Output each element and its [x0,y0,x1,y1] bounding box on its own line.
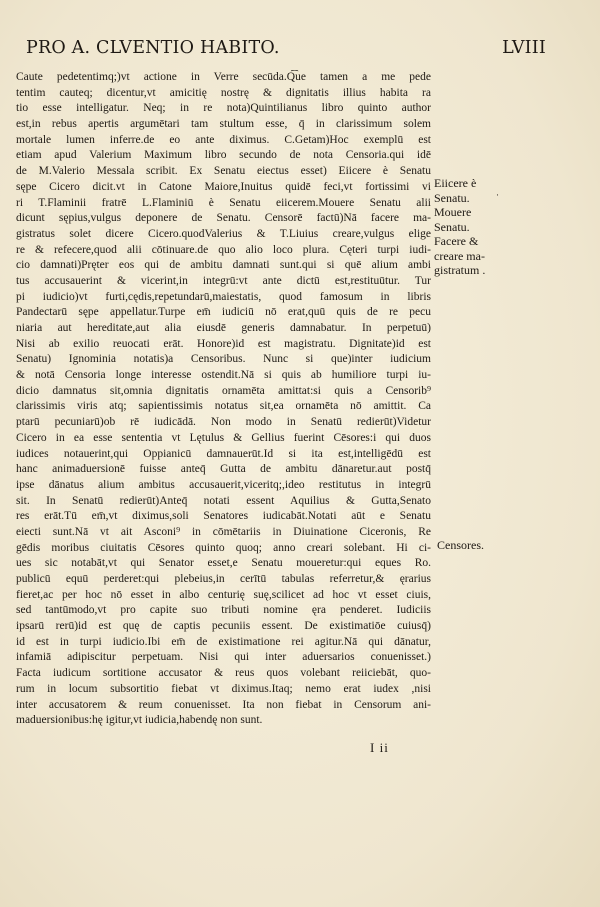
text-line: dicunt sępius,vulgus deponere de Senatu. Censorē factū)Nā facere ma- [16,212,431,225]
text-line: gistratus solet dicere Cicero.quodValerius & T.Liuius creare,vulgus elige [16,227,431,240]
folio-number: LVIII [502,38,546,58]
text-line: dicio damnatus sit,omnia dignitatis ornamēta amittat:si quis a Censorib⁹ [16,384,431,397]
text-line: res erāt.Tū em̄,vt diximus,soli Senatores iudicabāt.Notati aūt e Senatu [16,510,431,523]
text-line: etiam apud Valerium Maximum libro secundo de nota Censoria.qui idē [16,149,431,162]
text-line: fieret,ac per hoc nō esset in albo centurię suę,scilicet ad hoc vt esset ciuis, [16,588,431,601]
margin-mark: · [496,190,499,200]
text-line: hanc animaduersionē fuisse anteq̄ Gutta de ambitu dānaretur.aut postq̄ [16,463,431,476]
text-line: gēdis moribus ciuitatis Cēsores quinto quoq; anno creari solebant. Hi ci- [16,541,431,554]
running-head [26,38,546,62]
text-line: eiecti sunt.Nā vt ait Asconi⁹ in cōmētariis in Diuinatione Ciceronis, Re [16,525,431,538]
text-line: re & refecere,quod alii cōtinuare.de quo alio loco plura. Cęteri turpi iudi- [16,243,431,256]
text-line: iudices notauerint,qui Oppianicū damnauerūt.Id si ita est,intelligēdū est [16,447,431,460]
text-line: pi iudicio)vt furti,cędis,repetundarū,maiestatis, quod famosum in libris [16,290,431,303]
text-line: sed tantūmodo,vt pro capite suo tributi nomine ęra penderet. Iudiciis [16,604,431,617]
text-line: Facta iudicum sortitione accusator & reus quos volebant reiiciebāt, quo- [16,667,431,680]
text-line: clarissimis viris atq; sapientissimis notatus sit,ea ornamēta nō amittit. Ca [16,400,431,413]
text-line: Cicero in ea esse sententia vt Lętulus & Gellius fuerint Cēsores:i qui duos [16,431,431,444]
text-line: publicū equū perderet:qui plebeius,in cerītū tabulas referretur,& ęrarius [16,573,431,585]
text-line: ipsarū rerū)id est quę de captis pecuniis essent. De existimatiōe cuiusq̄) [16,620,431,633]
text-line: inter accusatorem & reum conuenisset. Ita non fiebat in Censorum ani- [16,698,431,711]
text-line: ues sic notabāt,vt qui Senator esset,e Senatu moueretur:qui eques Ro. [16,557,431,570]
text-line: ptarū pecuniarū)ob rē iudicādā. Non modo in Senatū redierūt)Videtur [16,416,431,429]
text-line: sępe Cicero dicit.vt in Catone Maiore,Inuitus quidē feci,vt fortissimi vi [16,180,431,193]
margin-note-line: Senatu. [434,190,470,205]
text-line: tus accusauerint & vicerint,in integrū:vt ante dictū est,restituūtur. Tur [16,274,431,287]
text-line: infamiā adipiscitur perpetuam. Nisi qui inter aduersarios conuenisset.) [16,651,431,664]
margin-note-line: gistratum . [434,263,486,277]
margin-note-eiicere [434,176,485,278]
text-line: ri T.Flaminii fratrē L.Flaminiū è Senatu eiicerem.Mouere Senatu alii [16,196,431,209]
margin-note-line: Censores. [437,538,484,552]
text-line: Senatu) Ignominia notatis)a Censoribus. Nunc si que)inter iudicium [16,353,431,366]
text-line: ipse dānatus alium ambitus accusauerit,viceritq;,ideo restitutus in integrū [16,478,431,491]
text-line: tentim cauteq; dicentur,vt amicitię nostrę & dignitatis illius habita ra [16,86,431,99]
text-line: id est in turpi iudicio.Ibi em̄ de existimatione rei agitur.Nā qui dānatur, [16,635,431,648]
text-line: Pandectarū sępe appellatur.Turpe em̄ iudiciū nō erat,quū quis de re pecu [16,306,431,319]
margin-note-line: Eiicere è [434,176,477,190]
margin-note-line: Mouere [434,205,472,219]
margin-note-line: creare ma- [434,248,485,263]
text-line: est,in rebus apertis argumētari tam stultum esse, q̄ in clarissimum solem [16,118,431,131]
text-line: niaria aut hereditate,aut alia eiusdē generis damnabatur. In perpetuū) [16,322,431,334]
text-line: Nisi ab exilio reuocati erāt. Honore)id est magistratu. Dignitate)id est [16,337,431,350]
signature-mark: I ii [370,740,389,755]
text-line: & notā Censoria longe interesse ostendit.Nā si quis ab humiliore turpi iu- [16,369,431,382]
text-line: Caute pedetentimq;)vt actione in Verre secūda.Q͡ue tamen a me pede [16,71,431,83]
text-line: tio esse intelligatur. Neq; in re nota)Quintilianus libro quinto author [16,102,431,115]
text-line: sit. In Senatū redierūt)Anteq̄ notati essent Aquilius & Gutta,Senato [16,494,431,507]
text-line: cio damnati)Pręter eos qui de ambitu damnati sunt.qui si quē alium ambi [16,259,431,272]
text-line: de M.Valerio Messala scribit. Ex Senatu eiectus esset) Eiicere è Senatu [16,165,431,178]
text-line: maduersionibus:hę igitur,vt iudicia,habendę non sunt. [16,714,263,727]
margin-note-line: Facere & [434,234,479,248]
text-line: rum in locum subsortitio fiebat vt diximus.Itaq; nemo erat iudex ,nisi [16,682,431,695]
running-title: PRO A. CLVENTIO HABITO. [26,38,280,58]
main-text-block [16,70,431,729]
margin-note-line: Senatu. [434,219,470,234]
text-line: mortale lumen inferre.de eo ante diximus. C.Getam)Hoc exemplū est [16,133,431,146]
margin-note-censores [437,538,484,553]
